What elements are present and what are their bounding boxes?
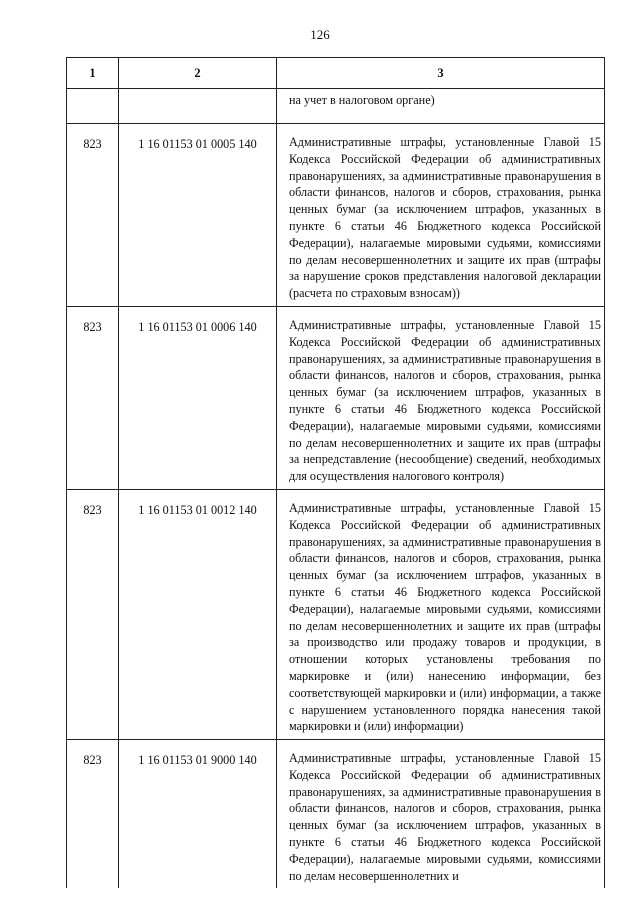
table-row	[67, 489, 605, 739]
budget-code-cell: 1 16 01153 01 0006 140	[119, 306, 277, 489]
description-cell: на учет в налоговом органе)	[277, 89, 605, 124]
budget-code-cell: 1 16 01153 01 9000 140	[119, 740, 277, 889]
budget-code-cell: 1 16 01153 01 0012 140	[119, 489, 277, 739]
column-header-1: 1	[67, 58, 119, 89]
description-cell: Административные штрафы, установленные Главой 15 Кодекса Российской Федерации об административных правонарушениях, за административные правонарушения в области финансов, налогов и сборов, страхования, рынка ценных бумаг (за исключением штрафов, указанных в пункте 6 статьи 46 Бюджетного кодекса Российской Федерации), налагаемые мировыми судьями, комиссиями по делам несовершеннолетних и	[277, 740, 605, 889]
admin-code-cell	[67, 89, 119, 124]
table-header-row	[67, 58, 605, 89]
admin-code-cell: 823	[67, 489, 119, 739]
description-cell: Административные штрафы, установленные Главой 15 Кодекса Российской Федерации об административных правонарушениях, за административные правонарушения в области финансов, налогов и сборов, страхования, рынка ценных бумаг (за исключением штрафов, указанных в пункте 6 статьи 46 Бюджетного кодекса Российской Федерации), налагаемые мировыми судьями, комиссиями по делам несовершеннолетних и защите их прав (штрафы за нарушение сроков представления налоговой декларации (расчета по страховым взносам))	[277, 124, 605, 307]
table-row-continuation	[67, 89, 605, 124]
admin-code-cell: 823	[67, 306, 119, 489]
table-row	[67, 124, 605, 307]
budget-code-table	[66, 57, 605, 888]
table-row	[67, 740, 605, 889]
budget-code-cell	[119, 89, 277, 124]
admin-code-cell: 823	[67, 740, 119, 889]
description-cell: Административные штрафы, установленные Главой 15 Кодекса Российской Федерации об административных правонарушениях, за административные правонарушения в области финансов, налогов и сборов, страхования, рынка ценных бумаг (за исключением штрафов, указанных в пункте 6 статьи 46 Бюджетного кодекса Российской Федерации), налагаемые мировыми судьями, комиссиями по делам несовершеннолетних и защите их прав (штрафы за производство или продажу товаров и продукции, в отношении которых установлены требования по маркировке и (или) нанесению информации, без соответствующей маркировки и (или) информации, а также с нарушением установленного порядка нанесения такой маркировки и (или) информации)	[277, 489, 605, 739]
column-header-2: 2	[119, 58, 277, 89]
admin-code-cell: 823	[67, 124, 119, 307]
table-row	[67, 306, 605, 489]
budget-code-cell: 1 16 01153 01 0005 140	[119, 124, 277, 307]
column-header-3: 3	[277, 58, 605, 89]
page-number: 126	[310, 27, 330, 42]
description-cell: Административные штрафы, установленные Главой 15 Кодекса Российской Федерации об административных правонарушениях, за административные правонарушения в области финансов, налогов и сборов, страхования, рынка ценных бумаг (за исключением штрафов, указанных в пункте 6 статьи 46 Бюджетного кодекса Российской Федерации), налагаемые мировыми судьями, комиссиями по делам несовершеннолетних и защите их прав (штрафы за непредставление (несообщение) сведений, необходимых для осуществления налогового контроля)	[277, 306, 605, 489]
